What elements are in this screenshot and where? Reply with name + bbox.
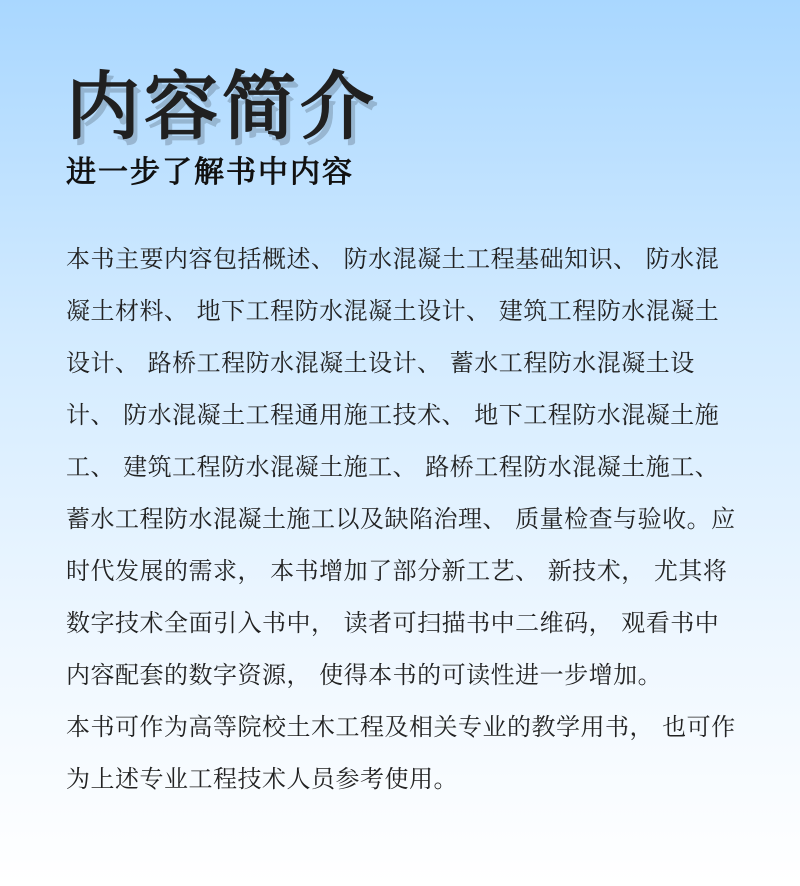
intro-paragraph-1: 本书主要内容包括概述、 防水混凝土工程基础知识、 防水混凝土材料、 地下工程防水混凝土设计、 建筑工程防水混凝土设计、 路桥工程防水混凝土设计、 蓄水工程防水混凝土设计、 防水混凝土工程通用施工技术、 地下工程防水混凝土施工、 建筑工程防水混凝土施工、 路桥工程防水混凝土施工、 蓄水工程防水混凝土施工以及缺陷治理、 质量检查与验收。应时代发展的需求， 本书增加了部分新工艺、 新技术， 尤其将数字技术全面引入书中， 读者可扫描书中二维码， 观看书中内容配套的数字资源， 使得本书的可读性进一步增加。 — [66, 244, 736, 689]
page-title: 内容简介 — [66, 64, 378, 150]
intro-paragraph-2: 本书可作为高等院校土木工程及相关专业的教学用书， 也可作为上述专业工程技术人员参考使用。 — [66, 712, 736, 793]
intro-content — [66, 233, 740, 805]
page-subtitle: 进一步了解书中内容 — [66, 155, 354, 190]
